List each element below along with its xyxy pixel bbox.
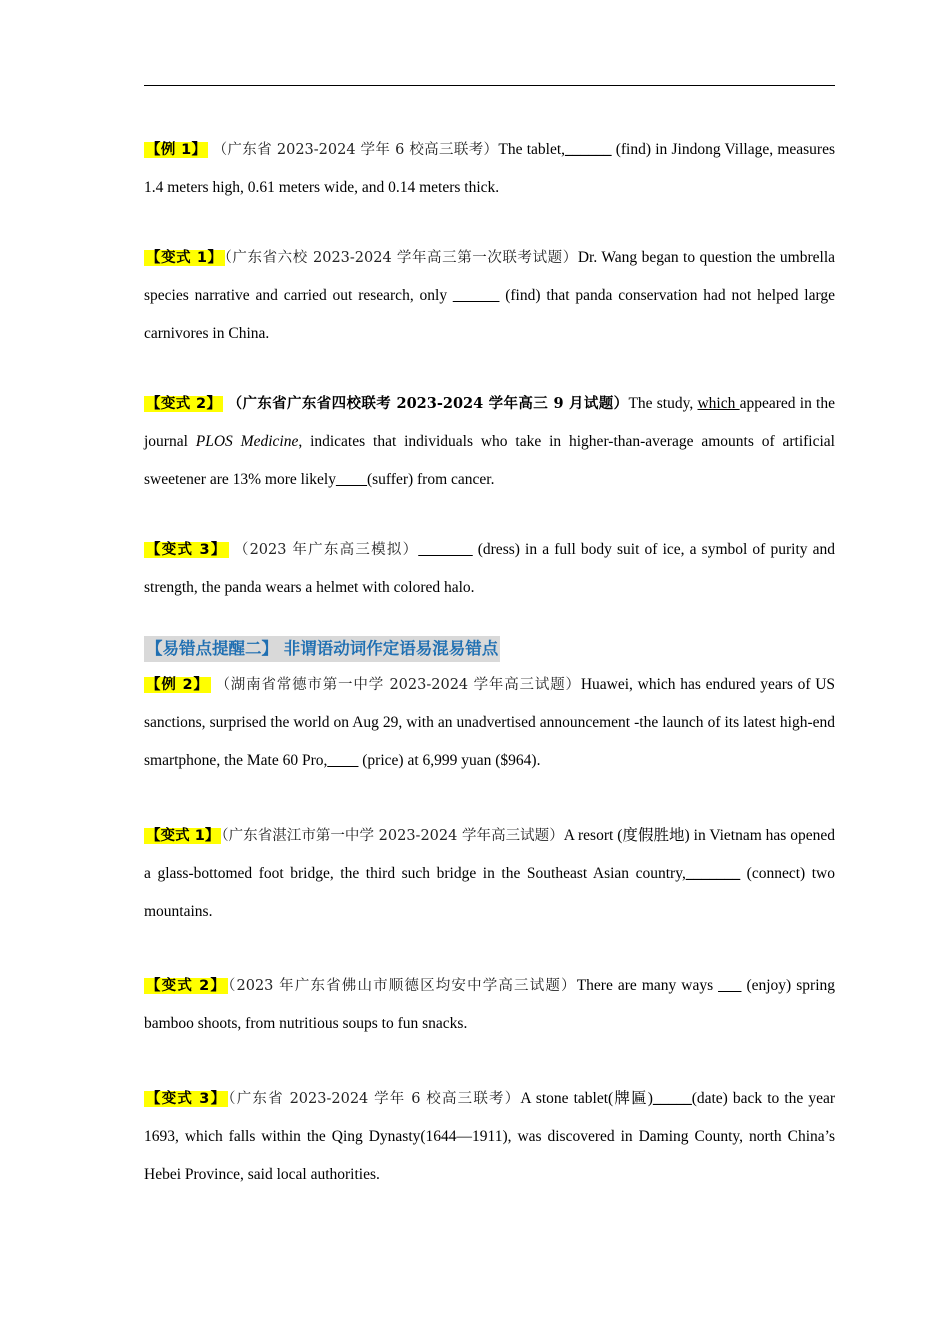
- question-text: (find) that panda conservation had not helped large carnivores in China.: [144, 287, 835, 342]
- question-text: (dress) in a full body suit of ice, a symbol of purity and strength, the panda wears a helmet with colored halo.: [144, 541, 836, 596]
- question-text: (find) in Jindong Village, measures 1.4 meters high, 0.61 meters wide, and 0.14 meters thick.: [144, 141, 835, 196]
- header-rule: [144, 85, 835, 86]
- question-text: , indicates that individuals who take in higher-than-average amounts of artificial sweetener are 13% more likely: [144, 433, 835, 488]
- question-source: （广东省 2023-2024 学年 6 校高三联考）: [212, 142, 499, 158]
- question-tag: 【变式 3】: [146, 1091, 227, 1107]
- question-tag: 【变式 1】: [146, 828, 220, 844]
- question-text: (connect) two mountains.: [144, 865, 835, 920]
- question-variant-2: [144, 385, 835, 499]
- question-variant-1-second: [144, 817, 835, 931]
- question-tag: 【例 1】: [146, 142, 207, 158]
- question-text: A resort (度假胜地) in Vietnam has opened a glass-bottomed foot bridge, the third such bridge in the Southeast Asian country,: [144, 827, 836, 882]
- question-text: A stone tablet(牌匾): [520, 1090, 653, 1107]
- question-tag: 【变式 3】: [146, 542, 227, 558]
- question-text: Huawei, which has endured years of US sanctions, surprised the world on Aug 29, with an unadvertised announcement -the launch of its latest high-end smartphone, the Mate 60 Pro,: [144, 676, 836, 769]
- question-tag: 【变式 2】: [146, 978, 227, 994]
- question-variant-1: [144, 239, 835, 353]
- question-source: （2023 年广东高三模拟）: [233, 542, 419, 558]
- answer-blank: _____: [652, 1090, 692, 1107]
- journal-name: PLOS Medicine: [195, 433, 299, 450]
- answer-blank: _______: [685, 865, 741, 882]
- answer-blank: ____: [327, 752, 359, 769]
- question-tag: 【变式 2】: [146, 396, 222, 412]
- question-text: Dr. Wang began to question the umbrella species narrative and carried out research, only: [144, 249, 836, 304]
- question-example-1: [144, 131, 835, 207]
- question-text: appeared in the journal: [144, 395, 835, 450]
- question-source: （广东省六校 2023-2024 学年高三第一次联考试题）: [224, 250, 578, 266]
- question-text: (suffer) from cancer.: [366, 471, 495, 488]
- underlined-word: which: [697, 395, 740, 412]
- answer-blank: ___: [718, 977, 742, 994]
- section-heading: 【易错点提醒二】 非谓语动词作定语易混易错点: [144, 636, 500, 662]
- question-text: (date) back to the year 1693, which falls within the Qing Dynasty(1644—1911), was discovered in Daming County, north China’s Hebei Province, said local authorities.: [144, 1090, 836, 1183]
- question-source: （广东省广东省四校联考 2023-2024 学年高三 9 月试题）: [227, 395, 629, 412]
- question-text: There are many ways: [576, 977, 719, 994]
- question-variant-2-second: [144, 967, 835, 1043]
- answer-blank: ______: [565, 141, 612, 158]
- question-source: （2023 年广东省佛山市顺德区均安中学高三试题）: [228, 978, 577, 994]
- question-source: （湖南省常德市第一中学 2023-2024 学年高三试题）: [215, 677, 581, 693]
- answer-blank: _______: [418, 541, 473, 558]
- question-tag: 【例 2】: [146, 677, 209, 693]
- question-text: The tablet,: [498, 141, 566, 158]
- question-source: （广东省 2023-2024 学年 6 校高三联考）: [228, 1091, 521, 1107]
- answer-blank: ______: [452, 287, 500, 304]
- question-text: The study,: [628, 395, 698, 412]
- answer-blank: ____: [335, 471, 367, 488]
- question-text: (price) at 6,999 yuan ($964).: [358, 752, 541, 769]
- question-variant-3: [144, 531, 835, 607]
- question-tag: 【变式 1】: [146, 250, 223, 266]
- question-variant-3-second: [144, 1080, 835, 1194]
- question-source: （广东省湛江市第一中学 2023-2024 学年高三试题）: [221, 828, 564, 844]
- question-text: (enjoy) spring bamboo shoots, from nutritious soups to fun snacks.: [144, 977, 835, 1032]
- question-example-2: [144, 666, 835, 780]
